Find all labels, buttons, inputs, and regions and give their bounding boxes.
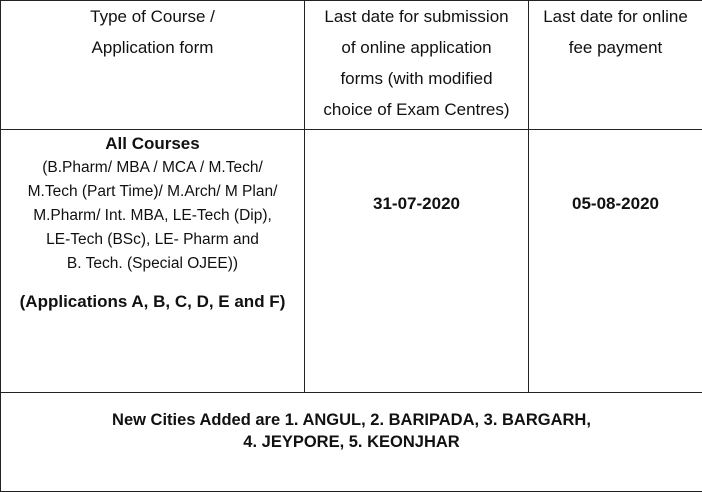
header-fee-line: Last date for online	[529, 1, 702, 32]
courses-line: LE-Tech (BSc), LE- Pharm and	[1, 228, 304, 252]
header-row	[1, 1, 702, 130]
header-submission-date	[305, 1, 529, 130]
header-course-type-line: Application form	[1, 32, 304, 63]
courses-applications: (Applications A, B, C, D, E and F)	[1, 290, 304, 314]
submission-date-cell	[305, 130, 529, 393]
new-cities-line-2: 4. JEYPORE, 5. KEONJHAR	[1, 431, 702, 453]
header-submission-line: of online application	[305, 32, 528, 63]
fee-payment-date: 05-08-2020	[572, 194, 659, 213]
courses-line: (B.Pharm/ MBA / MCA / M.Tech/	[1, 156, 304, 180]
header-submission-line: choice of Exam Centres)	[305, 94, 528, 125]
new-cities-line-1: New Cities Added are 1. ANGUL, 2. BARIPADA, 3. BARGARH,	[1, 409, 702, 431]
header-fee-line: fee payment	[529, 32, 702, 63]
courses-line: B. Tech. (Special OJEE))	[1, 252, 304, 276]
courses-title: All Courses	[1, 132, 304, 156]
header-course-type-line: Type of Course /	[1, 1, 304, 32]
courses-cell	[1, 130, 305, 393]
submission-date: 31-07-2020	[373, 194, 460, 213]
header-fee-payment-date	[529, 1, 702, 130]
courses-line: M.Tech (Part Time)/ M.Arch/ M Plan/	[1, 180, 304, 204]
courses-line: M.Pharm/ Int. MBA, LE-Tech (Dip),	[1, 204, 304, 228]
fee-payment-date-cell	[529, 130, 702, 393]
courses-row	[1, 130, 702, 393]
header-submission-line: Last date for submission	[305, 1, 528, 32]
header-submission-line: forms (with modified	[305, 63, 528, 94]
notice-cell	[1, 393, 702, 492]
header-course-type	[1, 1, 305, 130]
notice-row	[1, 393, 702, 492]
